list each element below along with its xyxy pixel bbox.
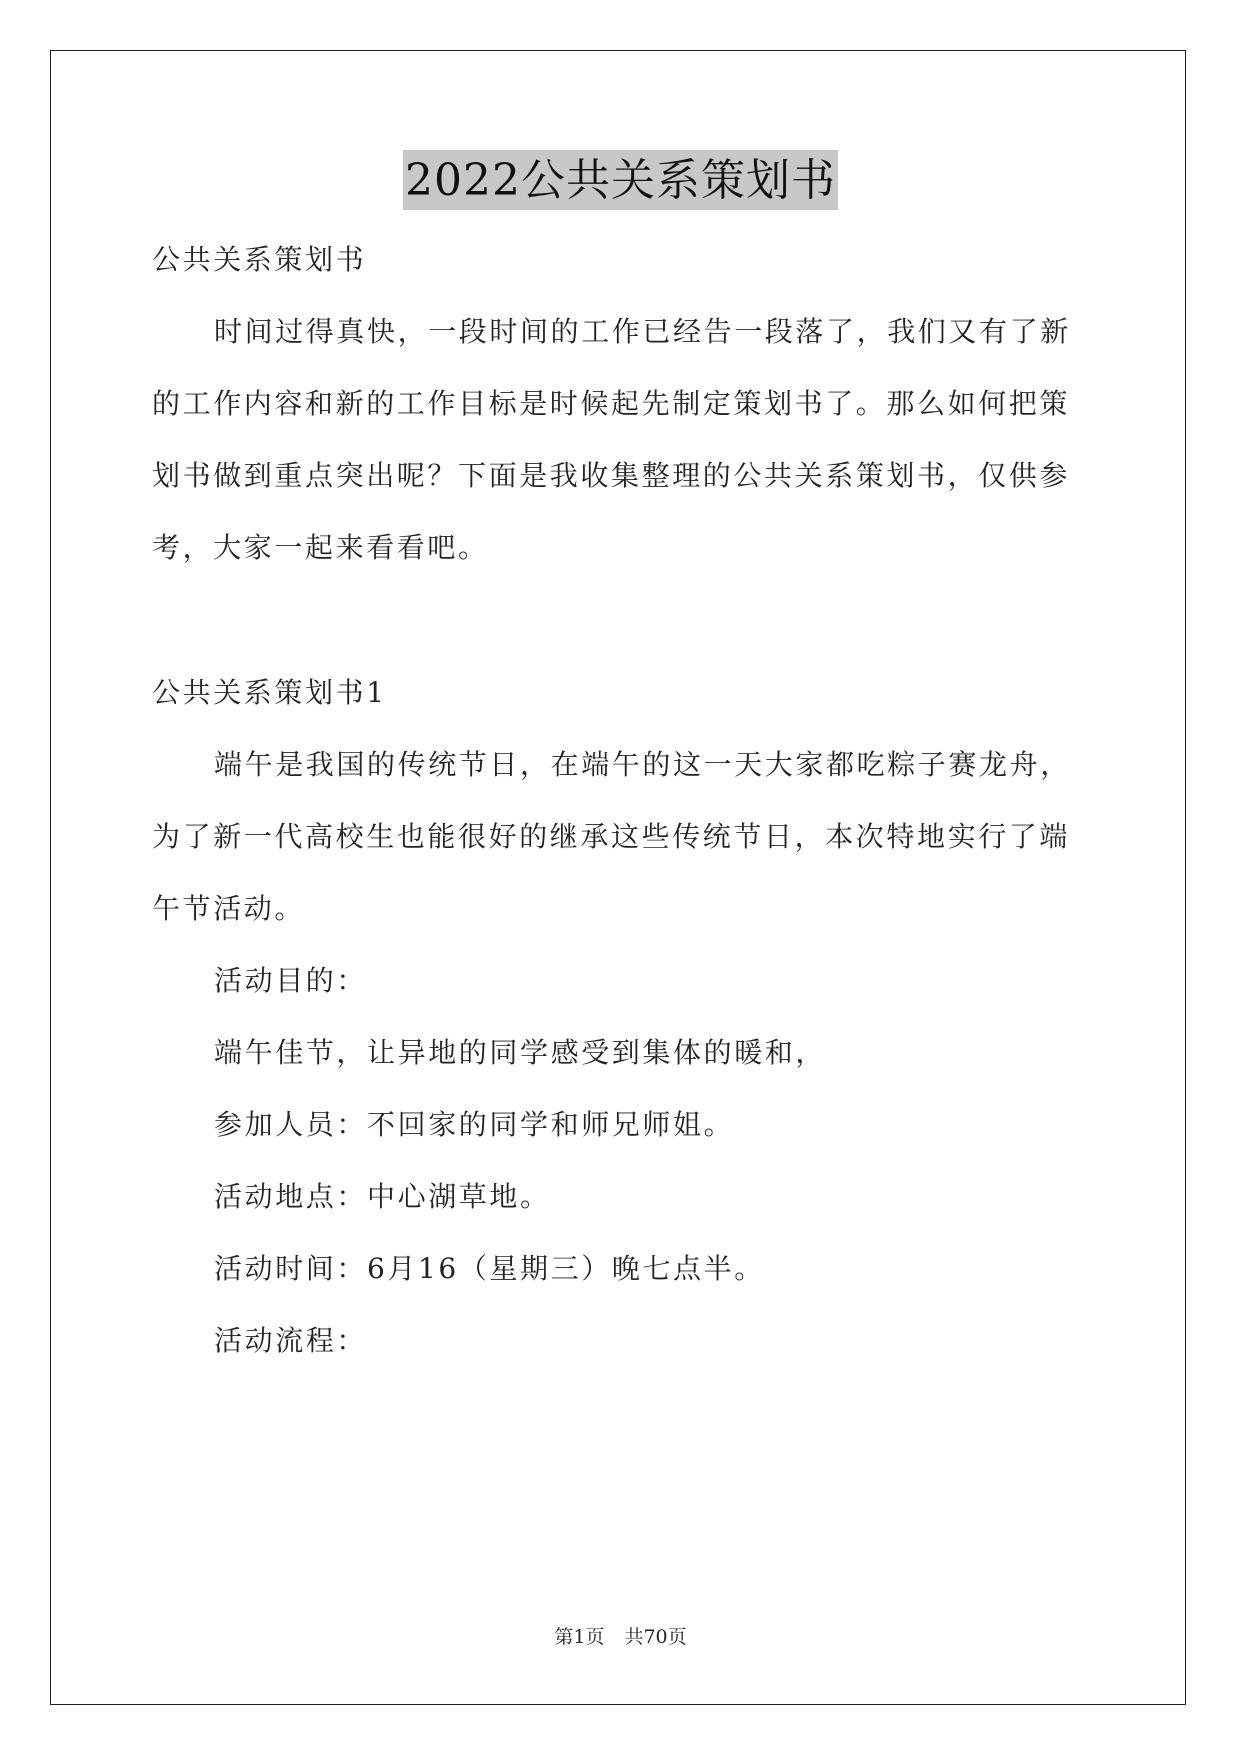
section-line: 为了新一代高校生也能很好的继承这些传统节日，本次特地实行了端 — [152, 820, 1071, 853]
item-line: 活动目的： — [214, 964, 368, 997]
page-number: 第1页 — [554, 1626, 605, 1648]
item-line: 活动流程： — [214, 1324, 368, 1357]
item-line: 活动地点：中心湖草地。 — [214, 1180, 551, 1213]
document-subtitle: 公共关系策划书 — [152, 243, 367, 276]
item-line: 端午佳节，让异地的同学感受到集体的暖和， — [214, 1036, 827, 1069]
intro-line: 划书做到重点突出呢？下面是我收集整理的公共关系策划书，仅供参 — [152, 459, 1071, 492]
section-heading: 公共关系策划书1 — [152, 676, 387, 709]
intro-line: 考，大家一起来看看吧。 — [152, 531, 489, 564]
intro-line: 时间过得真快，一段时间的工作已经告一段落了，我们又有了新 — [214, 315, 1071, 348]
page-footer — [0, 1622, 1241, 1649]
page-total: 共70页 — [624, 1626, 687, 1648]
document-title: 2022公共关系策划书 — [403, 150, 838, 210]
item-line: 参加人员：不回家的同学和师兄师姐。 — [214, 1108, 735, 1141]
page-border — [50, 50, 1186, 1705]
intro-line: 的工作内容和新的工作目标是时候起先制定策划书了。那么如何把策 — [152, 387, 1071, 420]
section-line: 午节活动。 — [152, 892, 306, 925]
title-container — [0, 150, 1241, 210]
section-line: 端午是我国的传统节日，在端午的这一天大家都吃粽子赛龙舟， — [214, 748, 1071, 781]
item-line: 活动时间：6月16（星期三）晚七点半。 — [214, 1252, 765, 1285]
